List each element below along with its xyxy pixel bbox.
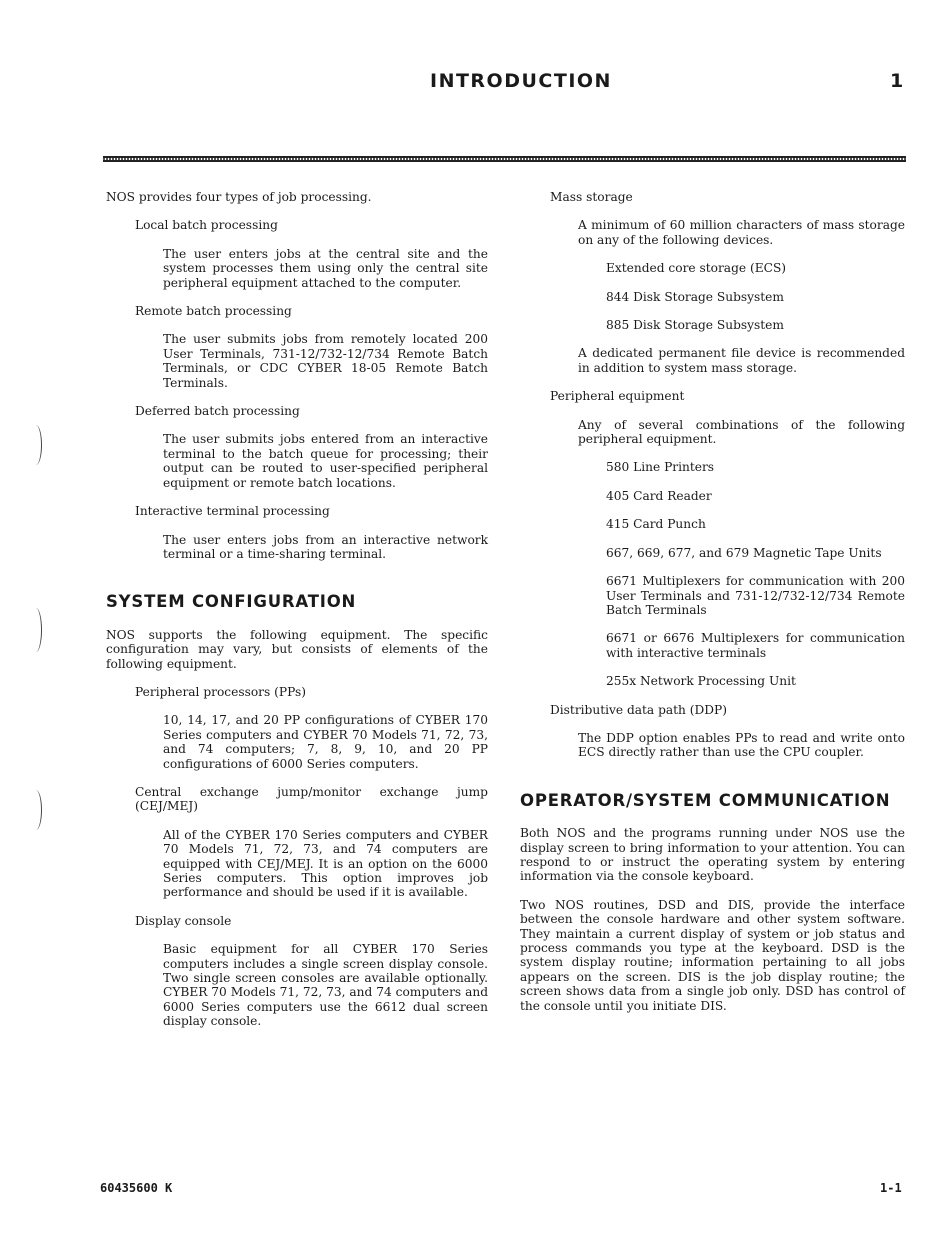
section-paragraph: Two NOS routines, DSD and DIS, provide the interface between the console hardware and other system software. They maintain a current display of system or job status and process commands you type at the keyboard. DSD is the system display routine; information pertaining to all jobs appears on the screen. DIS is the job display routine; the screen shows data from a single job only. DSD has control of the console until you initiate DIS. <box>520 897 905 1013</box>
job-type-label: Interactive terminal processing <box>135 504 330 519</box>
chapter-number: 1 <box>890 70 904 92</box>
equipment-label: Peripheral equipment <box>550 389 685 404</box>
header-rule <box>103 156 906 162</box>
intro-text: NOS provides four types of job processing. <box>106 190 372 204</box>
equipment-label: Peripheral processors (PPs) <box>135 684 306 699</box>
equipment-label: Distributive data path (DDP) <box>550 702 728 717</box>
page-number: 1-1 <box>880 1181 902 1195</box>
equipment-text: A minimum of 60 million characters of mass storage on any of the following devices. <box>578 218 905 247</box>
job-type-text: The user submits jobs entered from an interactive terminal to the batch queue for processing; their output can be routed to user-specified peripheral equipment or remote batch locations. <box>163 432 488 490</box>
right-column <box>520 190 905 1013</box>
device-item: 844 Disk Storage Subsystem <box>606 289 784 304</box>
section-intro: NOS supports the following equipment. The specific configuration may vary, but consists of elements of the following equipment. <box>106 627 488 671</box>
job-type-label: Local batch processing <box>135 218 278 233</box>
section-heading-operator-communication: OPERATOR/SYSTEM COMMUNICATION <box>520 790 891 810</box>
equipment-text: All of the CYBER 170 Series computers and CYBER 70 Models 71, 72, 73, and 74 computers are equipped with CEJ/MEJ. It is an option on the 6000 Series computers. This option improves job performance and should be used if it is available. <box>163 827 488 900</box>
device-item: 6671 Multiplexers for communication with 200 User Terminals and 731-12/732-12/734 Remote Batch Terminals <box>606 574 905 617</box>
device-item: 405 Card Reader <box>606 488 712 503</box>
equipment-text: 10, 14, 17, and 20 PP configurations of CYBER 170 Series computers and CYBER 70 Models 71, 72, 73, and 74 computers; 7, 8, 9, 10, and 20 PP configurations of 6000 Series computers. <box>163 713 488 771</box>
equipment-text: Basic equipment for all CYBER 170 Series computers includes a single screen display console. Two single screen consoles are available optionally. CYBER 70 Models 71, 72, 73, and 74 computers and 6000 Series computers use the 6612 dual screen display console. <box>163 942 488 1029</box>
equipment-label: Central exchange jump/monitor exchange jump (CEJ/MEJ) <box>135 784 488 814</box>
device-item: 415 Card Punch <box>606 517 706 532</box>
device-item: 667, 669, 677, and 679 Magnetic Tape Units <box>606 545 882 560</box>
binder-mark <box>30 608 42 652</box>
equipment-text: The DDP option enables PPs to read and write onto ECS directly rather than use the CPU coupler. <box>578 730 905 760</box>
job-type-label: Deferred batch processing <box>135 404 300 419</box>
device-item: 580 Line Printers <box>606 460 715 475</box>
binder-mark <box>30 425 42 465</box>
binder-mark <box>30 790 42 830</box>
section-heading-system-configuration: SYSTEM CONFIGURATION <box>106 592 357 612</box>
device-item: 255x Network Processing Unit <box>606 674 796 689</box>
left-column <box>106 190 488 1029</box>
section-paragraph: Both NOS and the programs running under NOS use the display screen to bring information to your attention. You can respond to or instruct the operating system by entering information via the console keyboard. <box>520 826 905 884</box>
equipment-note: A dedicated permanent file device is recommended in addition to system mass storage. <box>578 346 905 375</box>
equipment-label: Mass storage <box>550 190 633 204</box>
device-item: 6671 or 6676 Multiplexers for communication with interactive terminals <box>606 631 905 660</box>
job-type-text: The user enters jobs at the central site and the system processes them using only the central site peripheral equipment attached to the computer. <box>163 246 488 290</box>
equipment-text: Any of several combinations of the following peripheral equipment. <box>578 417 905 447</box>
equipment-label: Display console <box>135 913 232 928</box>
job-type-text: The user submits jobs from remotely located 200 User Terminals, 731-12/732-12/734 Remote Batch Terminals, or CDC CYBER 18-05 Remote Batch Terminals. <box>163 332 488 390</box>
device-item: Extended core storage (ECS) <box>606 261 787 276</box>
device-item: 885 Disk Storage Subsystem <box>606 318 784 333</box>
job-type-text: The user enters jobs from an interactive network terminal or a time-sharing terminal. <box>163 532 488 561</box>
document-number: 60435600 K <box>100 1181 173 1195</box>
chapter-title: INTRODUCTION <box>430 70 612 92</box>
job-type-label: Remote batch processing <box>135 304 292 319</box>
